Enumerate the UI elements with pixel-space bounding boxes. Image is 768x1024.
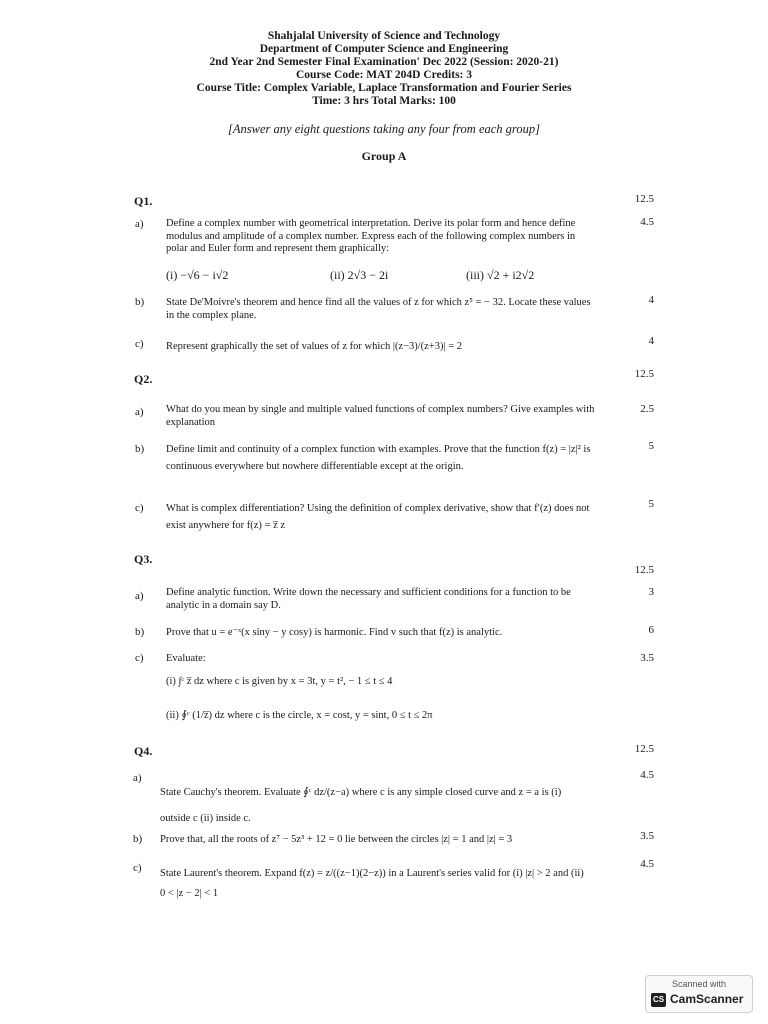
question-3-marks: 12.5 xyxy=(634,564,654,576)
q3c-marks: 3.5 xyxy=(640,652,654,664)
camscanner-watermark xyxy=(645,975,753,1013)
question-3-label: Q3. xyxy=(134,552,153,566)
q4c-text: State Laurent's theorem. Expand f(z) = z/((z−1)(2−z)) in a Laurent's series valid for (i) |z| > 2 and (ii) 0 < |z − 2| < 1 xyxy=(160,868,584,899)
q2a-label: a) xyxy=(135,406,144,418)
q1c-marks: 4 xyxy=(648,335,654,347)
department-name: Department of Computer Science and Engineering xyxy=(259,43,509,55)
question-2-label: Q2. xyxy=(134,372,153,386)
exam-header xyxy=(0,30,768,108)
q3c-text: Evaluate: xyxy=(166,653,206,664)
q1c-text: Represent graphically the set of values of z for which |(z−3)/(z+3)| = 2 xyxy=(166,341,463,352)
q1a-option-3: (iii) √2 + i2√2 xyxy=(466,268,535,282)
q2c-label: c) xyxy=(135,502,144,514)
q3a-text: Define analytic function. Write down the necessary and sufficient conditions for a function to be analytic in a domain say D. xyxy=(166,587,571,611)
watermark-caption: Scanned with xyxy=(671,979,727,989)
q4a-label: a) xyxy=(133,772,142,784)
q2a-marks: 2.5 xyxy=(640,403,654,415)
q1b-text: State De'Moivre's theorem and hence find all the values of z for which z⁵ = − 32. Locate these values in the complex plane. xyxy=(166,297,591,321)
q4c-marks: 4.5 xyxy=(640,858,654,870)
q1a-option-1: (i) −√6 − i√2 xyxy=(166,268,229,282)
q2b-text: Define limit and continuity of a complex function with examples. Prove that the function f(z) = |z|² is continuous everywhere but nowhere differentiable except at the origin. xyxy=(166,444,591,472)
course-code: Course Code: MAT 204D Credits: 3 xyxy=(296,69,472,81)
q4a-marks: 4.5 xyxy=(640,769,654,781)
q3c-label: c) xyxy=(135,652,144,664)
q1b-marks: 4 xyxy=(648,294,654,306)
question-1-label: Q1. xyxy=(134,194,153,208)
watermark-brand: CamScanner xyxy=(670,992,744,1006)
q1a-text: Define a complex number with geometrical interpretation. Derive its polar form and hence define modulus and amplitude of a complex number. Express each of the following complex numbers in polar and Euler form and represent them graphically: xyxy=(166,218,576,254)
q1a-option-2: (ii) 2√3 − 2i xyxy=(330,268,389,282)
q3b-label: b) xyxy=(135,626,145,638)
q2a-text: What do you mean by single and multiple valued functions of complex numbers? Give examples with explanation xyxy=(166,404,595,428)
time-marks: Time: 3 hrs Total Marks: 100 xyxy=(312,95,456,107)
course-title: Course Title: Complex Variable, Laplace Transformation and Fourier Series xyxy=(196,82,572,94)
q3b-text: Prove that u = e⁻ˣ(x siny − y cosy) is harmonic. Find v such that f(z) is analytic. xyxy=(166,627,503,638)
group-title: Group A xyxy=(361,149,407,163)
q4b-label: b) xyxy=(133,833,143,845)
q2c-marks: 5 xyxy=(648,498,654,510)
q1c-label: c) xyxy=(135,338,144,350)
q3c-sub-1: (i) ∫ᶜ z̅ dz where c is given by x = 3t, y = t², − 1 ≤ t ≤ 4 xyxy=(166,676,393,687)
q4b-text: Prove that, all the roots of z⁷ − 5z³ + 12 = 0 lie between the circles |z| = 1 and |z| = 3 xyxy=(160,834,513,845)
q4a-text: State Cauchy's theorem. Evaluate ∮ᶜ dz/(z−a) where c is any simple closed curve and z = a is (i) outside c (ii) inside c. xyxy=(160,787,562,824)
q3b-marks: 6 xyxy=(648,624,654,636)
q3c-sub-2: (ii) ∮ᶜ (1/z̅) dz where c is the circle, x = cost, y = sint, 0 ≤ t ≤ 2π xyxy=(166,710,433,721)
q2c-text: What is complex differentiation? Using the definition of complex derivative, show that f′(z) does not exist anywhere for f(z) = z̅ z xyxy=(166,503,590,531)
question-4-label: Q4. xyxy=(134,744,153,758)
q1b-label: b) xyxy=(135,296,145,308)
exam-title: 2nd Year 2nd Semester Final Examination' Dec 2022 (Session: 2020-21) xyxy=(209,56,559,68)
question-1-marks: 12.5 xyxy=(634,193,654,205)
q4c-label: c) xyxy=(133,862,142,874)
q1a-marks: 4.5 xyxy=(640,216,654,228)
q2b-label: b) xyxy=(135,443,145,455)
q2b-marks: 5 xyxy=(648,440,654,452)
q3a-marks: 3 xyxy=(648,586,654,598)
question-2-marks: 12.5 xyxy=(634,368,654,380)
q4b-marks: 3.5 xyxy=(640,830,654,842)
instructions: [Answer any eight questions taking any four from each group] xyxy=(228,122,540,136)
q1a-label: a) xyxy=(135,218,144,230)
q3a-label: a) xyxy=(135,590,144,602)
university-name: Shahjalal University of Science and Technology xyxy=(267,30,501,42)
question-4-marks: 12.5 xyxy=(634,743,654,755)
camscanner-logo-icon: CS xyxy=(651,993,666,1007)
